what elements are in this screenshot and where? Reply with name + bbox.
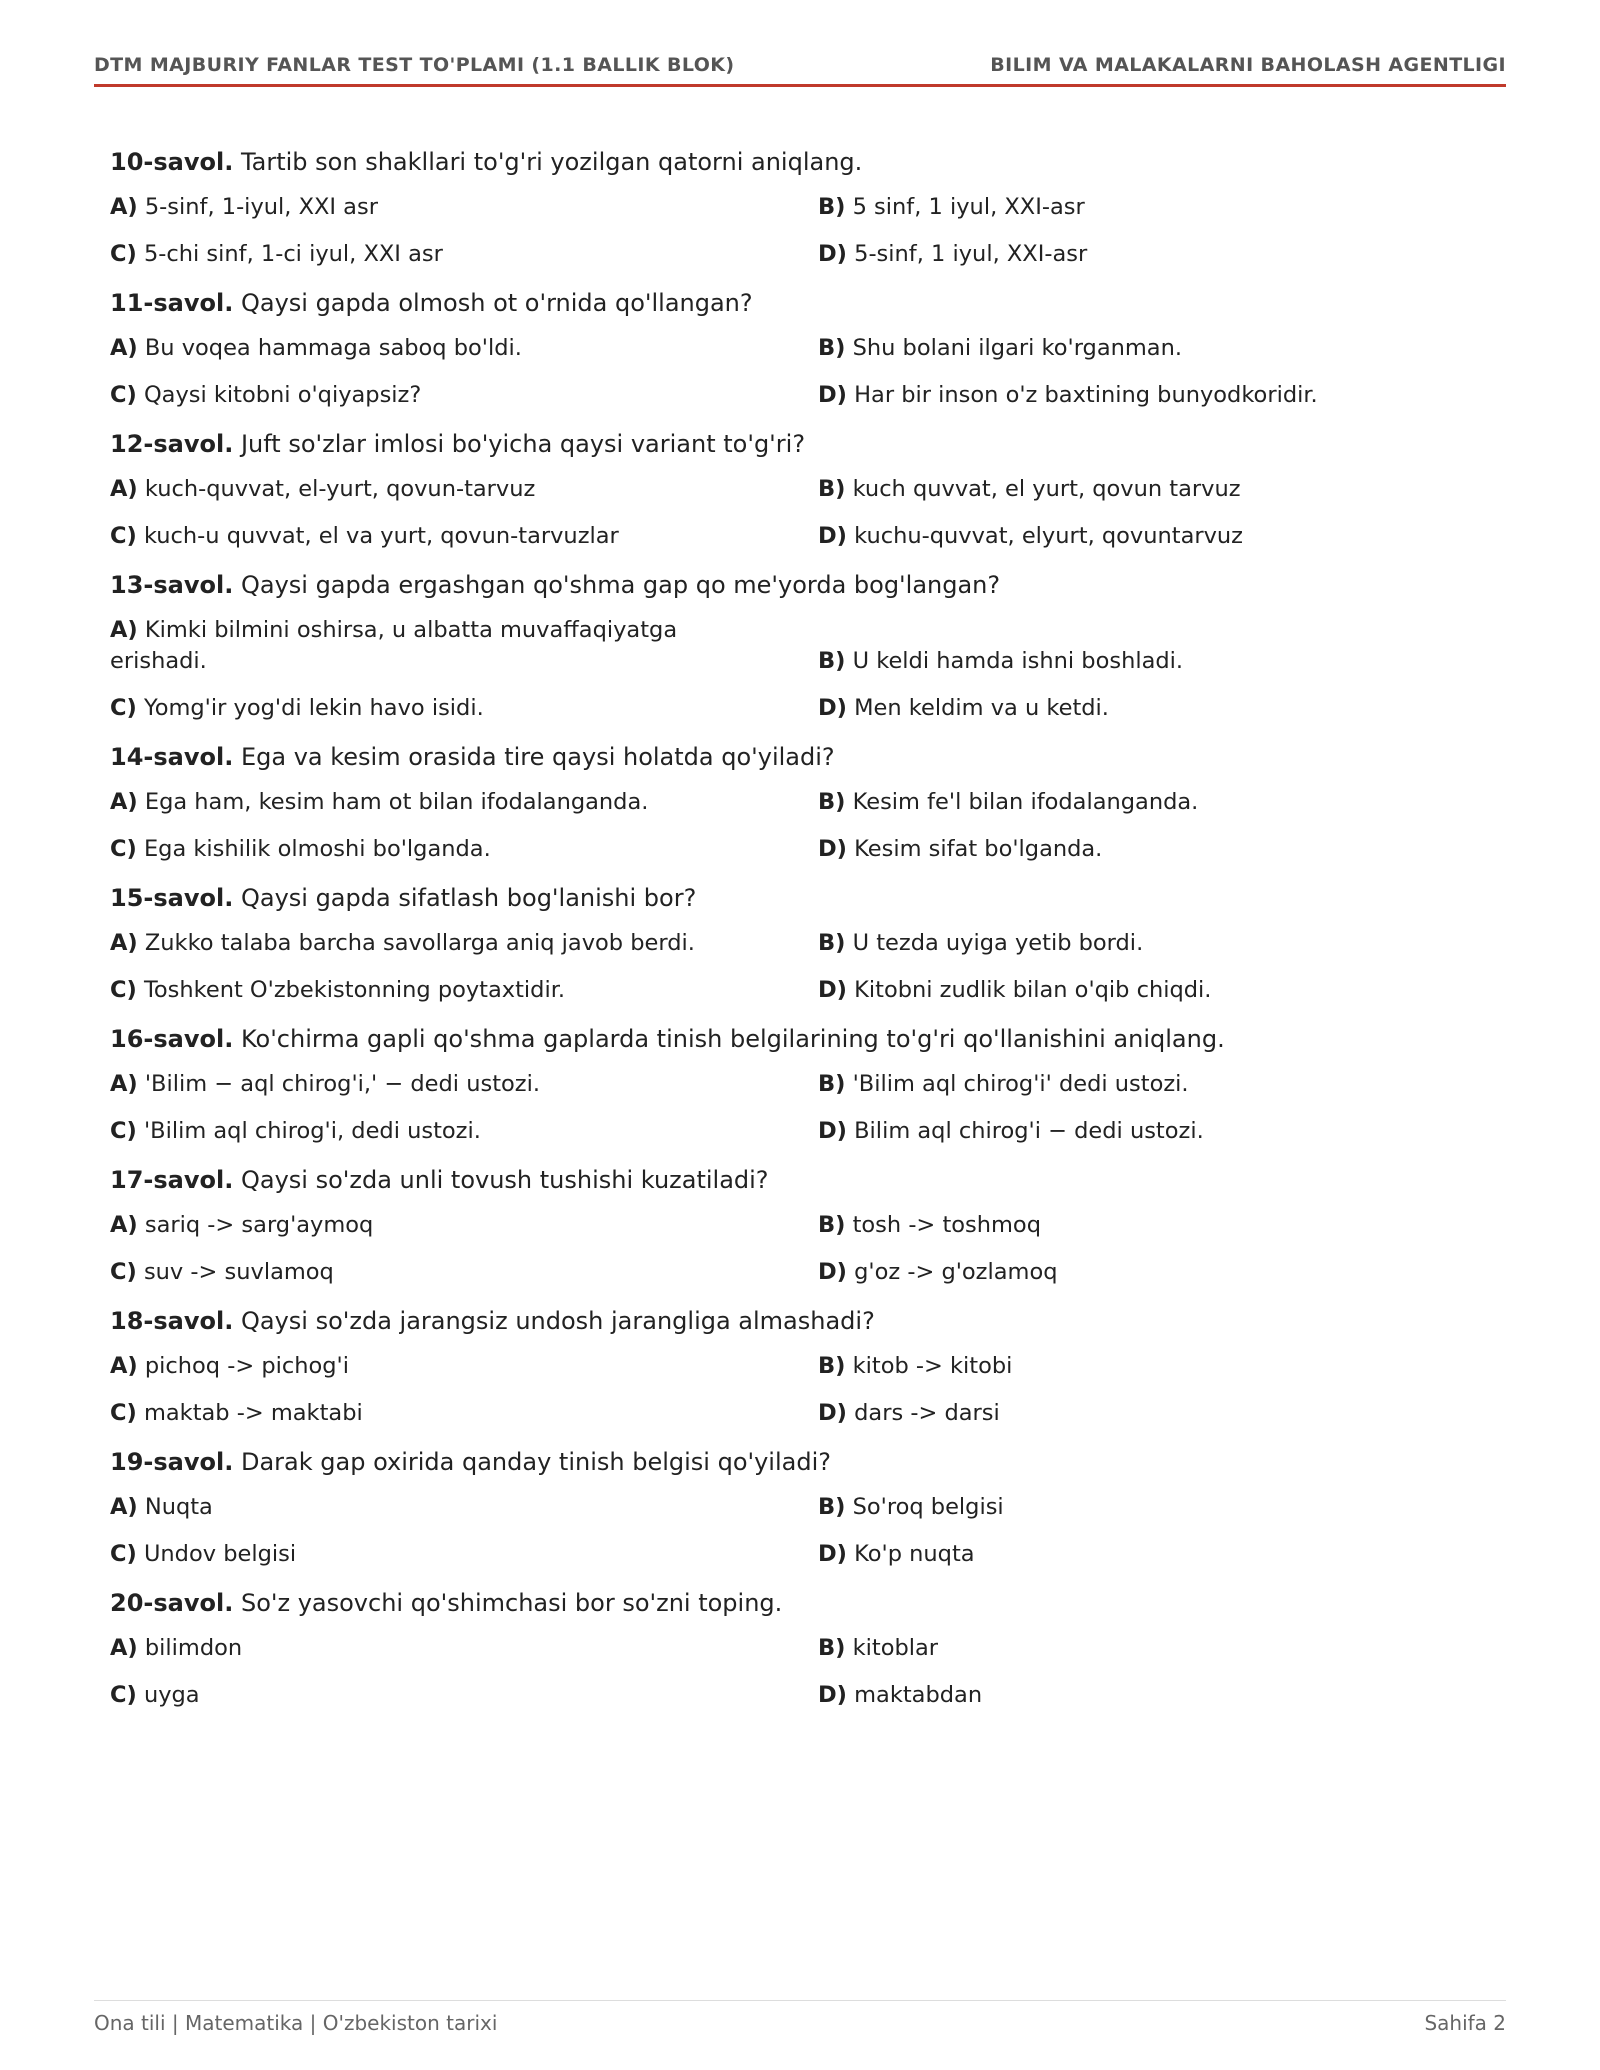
page-header xyxy=(94,52,1506,87)
question-number: 18-savol. xyxy=(110,1307,234,1335)
question-list xyxy=(110,145,1410,1727)
question-title xyxy=(110,1445,1410,1479)
option-row xyxy=(110,474,1410,505)
question-title xyxy=(110,740,1410,774)
option-b[interactable]: B) Shu bolani ilgari ko'rganman. xyxy=(818,335,1183,361)
question-number: 13-savol. xyxy=(110,571,234,599)
question-text: Ega va kesim orasida tire qaysi holatda qo'yiladi? xyxy=(240,743,835,771)
question-number: 14-savol. xyxy=(110,743,234,771)
option-row xyxy=(110,1633,1410,1664)
option-row xyxy=(110,380,1410,411)
question-number: 10-savol. xyxy=(110,148,234,176)
option-a[interactable]: A) 5-sinf, 1-iyul, XXI asr xyxy=(110,194,378,220)
option-b[interactable]: B) Kesim fe'l bilan ifodalanganda. xyxy=(818,789,1199,815)
page-footer xyxy=(94,2000,1506,2041)
option-a[interactable]: A) Nuqta xyxy=(110,1494,213,1520)
option-row xyxy=(110,834,1410,865)
option-d[interactable]: D) Bilim aql chirog'i − dedi ustozi. xyxy=(818,1118,1204,1144)
question-number: 19-savol. xyxy=(110,1448,234,1476)
option-b[interactable]: B) So'roq belgisi xyxy=(818,1494,1004,1520)
option-a[interactable]: A) sariq -> sarg'aymoq xyxy=(110,1212,374,1238)
question-13 xyxy=(110,568,1410,724)
question-number: 12-savol. xyxy=(110,430,234,458)
option-c[interactable]: C) suv -> suvlamoq xyxy=(110,1259,334,1285)
question-20 xyxy=(110,1586,1410,1711)
question-title xyxy=(110,145,1410,179)
option-b[interactable]: B) 5 sinf, 1 iyul, XXI-asr xyxy=(818,194,1085,220)
question-12 xyxy=(110,427,1410,552)
option-a[interactable]: A) 'Bilim − aql chirog'i,' − dedi ustozi. xyxy=(110,1071,540,1097)
option-b[interactable]: B) 'Bilim aql chirog'i' dedi ustozi. xyxy=(818,1071,1189,1097)
question-title xyxy=(110,1304,1410,1338)
option-row xyxy=(110,1398,1410,1429)
question-text: Darak gap oxirida qanday tinish belgisi qo'yiladi? xyxy=(240,1448,831,1476)
option-row xyxy=(110,521,1410,552)
option-a[interactable]: A) Zukko talaba barcha savollarga aniq javob berdi. xyxy=(110,930,695,956)
option-b[interactable]: B) kuch quvvat, el yurt, qovun tarvuz xyxy=(818,476,1241,502)
option-c[interactable]: C) Ega kishilik olmoshi bo'lganda. xyxy=(110,836,491,862)
question-text: So'z yasovchi qo'shimchasi bor so'zni toping. xyxy=(240,1589,783,1617)
option-d[interactable]: D) Ko'p nuqta xyxy=(818,1541,975,1567)
option-d[interactable]: D) kuchu-quvvat, elyurt, qovuntarvuz xyxy=(818,523,1243,549)
option-d[interactable]: D) Kitobni zudlik bilan o'qib chiqdi. xyxy=(818,977,1212,1003)
question-title xyxy=(110,881,1410,915)
question-number: 20-savol. xyxy=(110,1589,234,1617)
question-text: Qaysi so'zda jarangsiz undosh jarangliga almashadi? xyxy=(240,1307,875,1335)
option-b[interactable]: B) kitob -> kitobi xyxy=(818,1353,1013,1379)
question-19 xyxy=(110,1445,1410,1570)
option-row xyxy=(110,975,1410,1006)
option-row xyxy=(110,693,1410,724)
question-15 xyxy=(110,881,1410,1006)
option-row xyxy=(110,1069,1410,1100)
option-row xyxy=(110,1257,1410,1288)
option-c[interactable]: C) 5-chi sinf, 1-ci iyul, XXI asr xyxy=(110,241,443,267)
option-b[interactable]: B) kitoblar xyxy=(818,1635,939,1661)
question-title xyxy=(110,568,1410,602)
question-17 xyxy=(110,1163,1410,1288)
question-text: Qaysi gapda olmosh ot o'rnida qo'llangan? xyxy=(240,289,753,317)
question-number: 17-savol. xyxy=(110,1166,234,1194)
option-row xyxy=(110,192,1410,223)
header-title: DTM MAJBURIY FANLAR TEST TO'PLAMI (1.1 BALLIK BLOK) xyxy=(94,54,735,76)
question-number: 15-savol. xyxy=(110,884,234,912)
option-c[interactable]: C) Yomg'ir yog'di lekin havo isidi. xyxy=(110,695,484,721)
option-b[interactable]: B) U keldi hamda ishni boshladi. xyxy=(818,648,1184,674)
option-d[interactable]: D) 5-sinf, 1 iyul, XXI-asr xyxy=(818,241,1088,267)
option-row xyxy=(110,1492,1410,1523)
question-14 xyxy=(110,740,1410,865)
option-row xyxy=(110,333,1410,364)
footer-subjects: Ona tili | Matematika | O'zbekiston tarixi xyxy=(94,2011,498,2035)
option-d[interactable]: D) dars -> darsi xyxy=(818,1400,1000,1426)
option-a[interactable]: A) Bu voqea hammaga saboq bo'ldi. xyxy=(110,335,522,361)
question-11 xyxy=(110,286,1410,411)
option-row xyxy=(110,787,1410,818)
header-agency: BILIM VA MALAKALARNI BAHOLASH AGENTLIGI xyxy=(990,54,1506,76)
question-title xyxy=(110,286,1410,320)
question-text: Qaysi gapda sifatlash bog'lanishi bor? xyxy=(240,884,697,912)
question-number: 16-savol. xyxy=(110,1025,234,1053)
option-row xyxy=(110,239,1410,270)
option-row xyxy=(110,1116,1410,1147)
option-a[interactable]: A) Kimki bilmini oshirsa, u albatta muvaffaqiyatga erishadi. xyxy=(110,617,678,674)
option-a[interactable]: A) bilimdon xyxy=(110,1635,243,1661)
question-title xyxy=(110,1022,1410,1056)
option-a[interactable]: A) kuch-quvvat, el-yurt, qovun-tarvuz xyxy=(110,476,536,502)
option-c[interactable]: C) kuch-u quvvat, el va yurt, qovun-tarvuzlar xyxy=(110,523,619,549)
option-c[interactable]: C) Toshkent O'zbekistonning poytaxtidir. xyxy=(110,977,566,1003)
option-row xyxy=(110,1210,1410,1241)
option-row xyxy=(110,1680,1410,1711)
option-a[interactable]: A) pichoq -> pichog'i xyxy=(110,1353,349,1379)
question-text: Tartib son shakllari to'g'ri yozilgan qatorni aniqlang. xyxy=(240,148,863,176)
option-c[interactable]: C) Undov belgisi xyxy=(110,1541,297,1567)
question-text: Qaysi so'zda unli tovush tushishi kuzatiladi? xyxy=(240,1166,769,1194)
question-text: Qaysi gapda ergashgan qo'shma gap qo me'yorda bog'langan? xyxy=(240,571,1001,599)
option-c[interactable]: C) 'Bilim aql chirog'i, dedi ustozi. xyxy=(110,1118,481,1144)
option-row xyxy=(110,928,1410,959)
option-c[interactable]: C) uyga xyxy=(110,1682,200,1708)
question-text: Juft so'zlar imlosi bo'yicha qaysi variant to'g'ri? xyxy=(240,430,806,458)
option-d[interactable]: D) Men keldim va u ketdi. xyxy=(818,695,1109,721)
option-c[interactable]: C) Qaysi kitobni o'qiyapsiz? xyxy=(110,382,422,408)
question-18 xyxy=(110,1304,1410,1429)
option-row xyxy=(110,615,1410,677)
question-title xyxy=(110,1163,1410,1197)
option-row xyxy=(110,1539,1410,1570)
option-row xyxy=(110,1351,1410,1382)
option-d[interactable]: D) Kesim sifat bo'lganda. xyxy=(818,836,1103,862)
option-d[interactable]: D) maktabdan xyxy=(818,1682,983,1708)
question-10 xyxy=(110,145,1410,270)
question-number: 11-savol. xyxy=(110,289,234,317)
question-title xyxy=(110,1586,1410,1620)
option-c[interactable]: C) maktab -> maktabi xyxy=(110,1400,363,1426)
page-number: Sahifa 2 xyxy=(1424,2011,1506,2035)
question-text: Ko'chirma gapli qo'shma gaplarda tinish belgilarining to'g'ri qo'llanishini aniqlang. xyxy=(240,1025,1225,1053)
option-b[interactable]: B) tosh -> toshmoq xyxy=(818,1212,1041,1238)
option-b[interactable]: B) U tezda uyiga yetib bordi. xyxy=(818,930,1144,956)
option-d[interactable]: D) Har bir inson o'z baxtining bunyodkoridir. xyxy=(818,382,1318,408)
option-d[interactable]: D) g'oz -> g'ozlamoq xyxy=(818,1259,1058,1285)
question-16 xyxy=(110,1022,1410,1147)
question-title xyxy=(110,427,1410,461)
option-a[interactable]: A) Ega ham, kesim ham ot bilan ifodalanganda. xyxy=(110,789,649,815)
